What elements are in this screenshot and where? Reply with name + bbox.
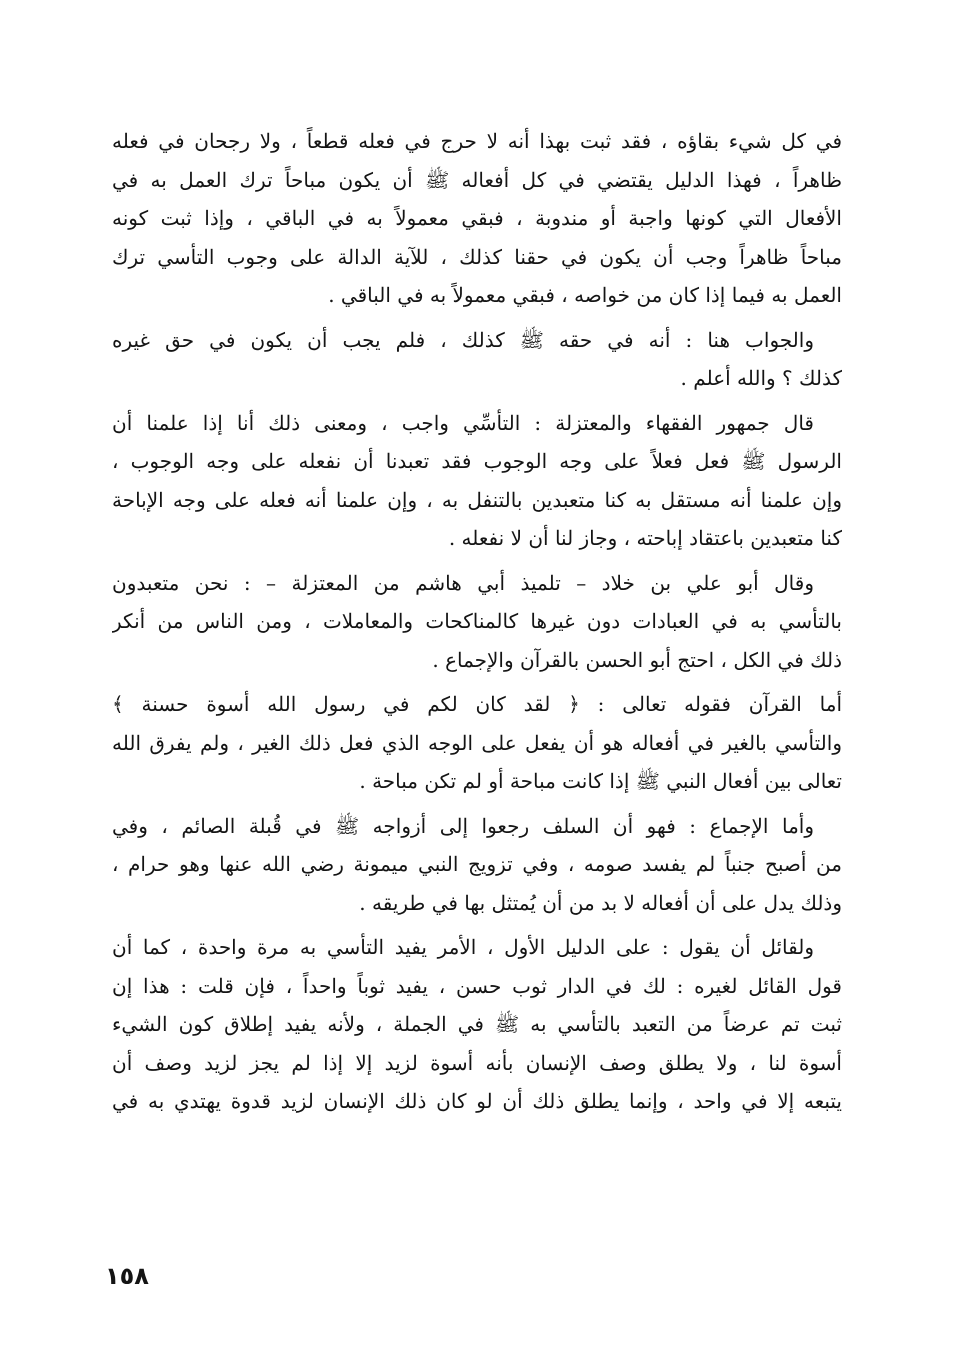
text-line: كنا متعبدين باعتقاد إباحته ، وجاز لنا أن لا نفعله . (448, 526, 842, 550)
paragraph (112, 564, 842, 680)
text-line: مباحاً ظاهراً وجب أن يكون في حقنا كذلك ، للآية الدالة على وجوب التأسي ترك (112, 244, 842, 269)
text-line: ثبت تم عرضاً من التعبد بالتأسي به ﷺ في الجملة ، ولأنه يفيد إطلاق كون الشيء (112, 1012, 842, 1036)
text-line: من أصبح جنباً لم يفسد صومه ، وفي تزويج النبي ميمونة رضي الله عنها وهو حرام ، (112, 852, 842, 876)
paragraph (112, 404, 842, 558)
text-line: وإن علمنا أنه مستقل به كنا متعبدين بالتنفل به ، وإن علمنا أنه فعله على وجه الإباحة (112, 487, 842, 512)
text-line: وأما الإجماع : فهو أن السلف رجعوا إلى أزواجه ﷺ في قُبلة الصائم ، وفي (112, 813, 814, 838)
text-line: العمل به فيما إذا كان من خواصه ، فبقي معمولاً به في الباقي . (328, 283, 842, 307)
text-line: والتأسي بالغير في أفعاله هو أن يفعل على الوجه الذي فعل ذلك الغير ، ولم يفرق الله (112, 730, 842, 755)
text-line: أما القرآن فقوله تعالى : ﴿ لقد كان لكم في رسول الله أسوة حسنة ﴾ (112, 692, 842, 716)
text-line: الأفعال التي كونها واجبة أو مندوبة ، فبقي معمولاً به في الباقي ، وإذا ثبت كونه (112, 206, 842, 230)
text-line: كذلك ؟ والله أعلم . (680, 366, 842, 390)
page-number: ١٥٨ (105, 1262, 149, 1290)
text-line: أسوة لنا ، ولا يطلق وصف الإنسان بأنه أسوة لزيد إلا إذا لم يجز لزيد وصف أن (112, 1050, 842, 1075)
paragraph (112, 321, 842, 398)
text-line: ظاهراً ، فهذا الدليل يقتضي في كل أفعاله ﷺ أن يكون مباحاً ترك العمل به في (112, 167, 842, 192)
text-line: بالتأسي به في العبادات دون غيرها كالمناكحات والمعاملات ، ومن الناس من أنكر (112, 609, 842, 633)
text-line: والجواب هنا : أنه في حقه ﷺ كذلك ، فلم يجب أن يكون في حق غيره (112, 327, 814, 352)
text-line: ذلك في الكل ، احتج أبو الحسن بالقرآن والإجماع . (432, 647, 842, 672)
paragraph (112, 122, 842, 315)
paragraph (112, 807, 842, 923)
text-line: وذلك يدل على أن أفعاله لا بد من أن يُمتثل بها في طريقه . (359, 890, 842, 915)
page-body (112, 122, 842, 1302)
text-line: الرسول ﷺ فعل فعلاً على وجه الوجوب فقد تعبدنا أن نفعله على وجه الوجوب ، (112, 449, 842, 473)
paragraph (112, 685, 842, 801)
text-line: ولقائل أن يقول : على الدليل الأول ، الأمر يفيد التأسي به مرة واحدة ، كما أن (112, 935, 814, 959)
paragraph (112, 928, 842, 1121)
text-line: قال جمهور الفقهاء والمعتزلة : التأسِّي واجب ، ومعنى ذلك أنا إذا علمنا أن (112, 410, 814, 435)
text-line: تعالى بين أفعال النبي ﷺ إذا كانت مباحة أو لم تكن مباحة . (359, 769, 842, 793)
text-line: وقال أبو علي بن خلاد – تلميذ أبي هاشم من المعتزلة – : نحن متعبدون (112, 570, 814, 595)
text-line: في كل شيء بقاؤه ، فقد ثبت بهذا أنه لا حرج في فعله قطعاً ، ولا رجحان في فعله (112, 129, 842, 153)
text-line: قول القائل لغيره : لك في الدار ثوب حسن ، يفيد ثوباً واحداً ، فإن قلت : هذا إن (112, 973, 842, 998)
text-line: يتبعه إلا في واحد ، وإنما يطلق ذلك أن لو كان ذلك الإنسان لزيد قدوة يهتدي به في (112, 1089, 842, 1113)
